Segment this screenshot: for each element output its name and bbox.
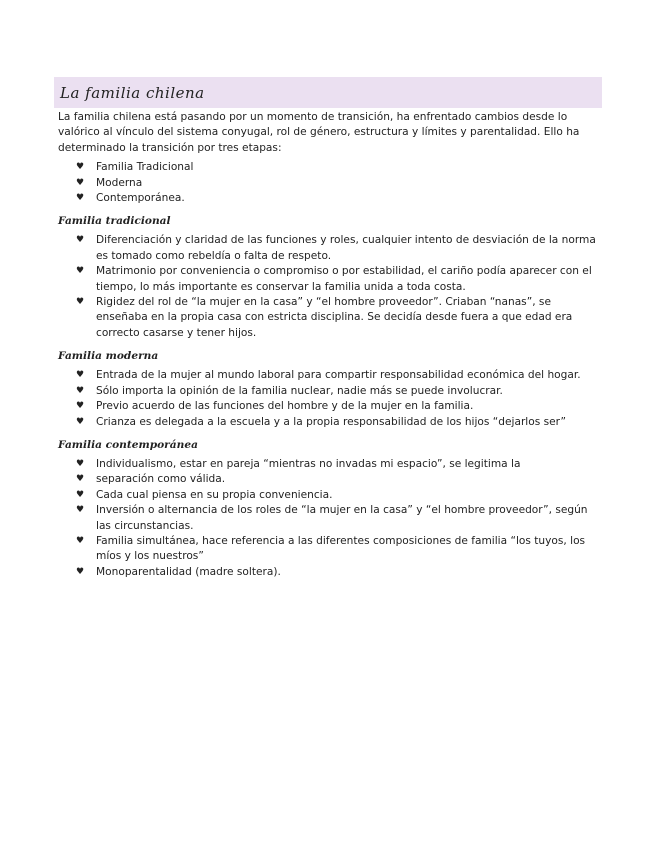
- heart-bullet-icon: ♥: [76, 489, 85, 500]
- list-item: ♥ Inversión o alternancia de los roles de “la mujer en la casa” y “el hombre proveedor”, según las circunstancias.: [76, 504, 588, 532]
- list-item: ♥ separación como válida.: [76, 472, 602, 487]
- list-item: ♥ Familia Tradicional: [76, 160, 602, 175]
- heart-bullet-icon: ♥: [76, 416, 85, 427]
- heart-bullet-icon: ♥: [76, 385, 85, 396]
- modern-list: [54, 368, 602, 430]
- list-item: ♥ Cada cual piensa en su propia conveniencia.: [76, 488, 602, 503]
- heart-bullet-icon: ♥: [76, 193, 85, 204]
- list-item: ♥ Contemporánea.: [76, 191, 602, 206]
- list-item: ♥ Individualismo, estar en pareja “mientras no invadas mi espacio”, se legitima la: [76, 457, 602, 472]
- document-page: [54, 77, 602, 580]
- heart-bullet-icon: ♥: [76, 162, 85, 173]
- section-heading-traditional: Familia tradicional: [58, 215, 171, 228]
- section-heading-modern: Familia moderna: [58, 350, 159, 363]
- heart-bullet-icon: ♥: [76, 266, 85, 277]
- title-bar: [54, 77, 602, 108]
- heart-bullet-icon: ♥: [76, 370, 85, 381]
- intro-paragraph: La familia chilena está pasando por un momento de transición, ha enfrentado cambios desde lo valórico al vínculo del sistema conyugal, rol de género, estructura y límites y parentalidad. Ello ha determinado la transición por tres etapas:: [58, 111, 580, 154]
- list-item: ♥ Rigidez del rol de “la mujer en la casa” y “el hombre proveedor”. Criaban “nanas”, se enseñaba en la propia casa con estricta disciplina. Se decidía desde fuera a que edad era correcto casarse y tener hijos.: [76, 296, 573, 339]
- list-item: ♥ Monoparentalidad (madre soltera).: [76, 565, 602, 580]
- heart-bullet-icon: ♥: [76, 235, 85, 246]
- list-item: ♥ Previo acuerdo de las funciones del hombre y de la mujer en la familia.: [76, 399, 602, 414]
- list-item: ♥ Sólo importa la opinión de la familia nuclear, nadie más se puede involucrar.: [76, 384, 602, 399]
- section-heading-contemporary: Familia contemporánea: [58, 438, 198, 451]
- heart-bullet-icon: ♥: [76, 297, 85, 308]
- traditional-list: [54, 233, 602, 341]
- heart-bullet-icon: ♥: [76, 474, 85, 485]
- list-item: ♥ Familia simultánea, hace referencia a las diferentes composiciones de familia “los tuyos, los míos y los nuestros”: [76, 534, 586, 563]
- list-item: ♥ Diferenciación y claridad de las funciones y roles, cualquier intento de desviación de la norma es tomado como rebeldía o falta de respeto.: [76, 234, 596, 262]
- list-item: ♥ Matrimonio por conveniencia o compromiso o por estabilidad, el cariño podía aparecer con el tiempo, lo más importante es conservar la familia unida a toda costa.: [76, 265, 592, 293]
- list-item: ♥ Moderna: [76, 176, 602, 191]
- heart-bullet-icon: ♥: [76, 401, 85, 412]
- list-item: ♥ Entrada de la mujer al mundo laboral para compartir responsabilidad económica del hogar.: [76, 368, 602, 383]
- heart-bullet-icon: ♥: [76, 566, 85, 577]
- page-title: La familia chilena: [60, 83, 205, 102]
- contemporary-list: [54, 457, 602, 580]
- heart-bullet-icon: ♥: [76, 535, 85, 546]
- list-item: ♥ Crianza es delegada a la escuela y a la propia responsabilidad de los hijos “dejarlos ser”: [76, 415, 602, 430]
- heart-bullet-icon: ♥: [76, 458, 85, 469]
- heart-bullet-icon: ♥: [76, 505, 85, 516]
- heart-bullet-icon: ♥: [76, 177, 85, 188]
- stages-list: [54, 160, 602, 206]
